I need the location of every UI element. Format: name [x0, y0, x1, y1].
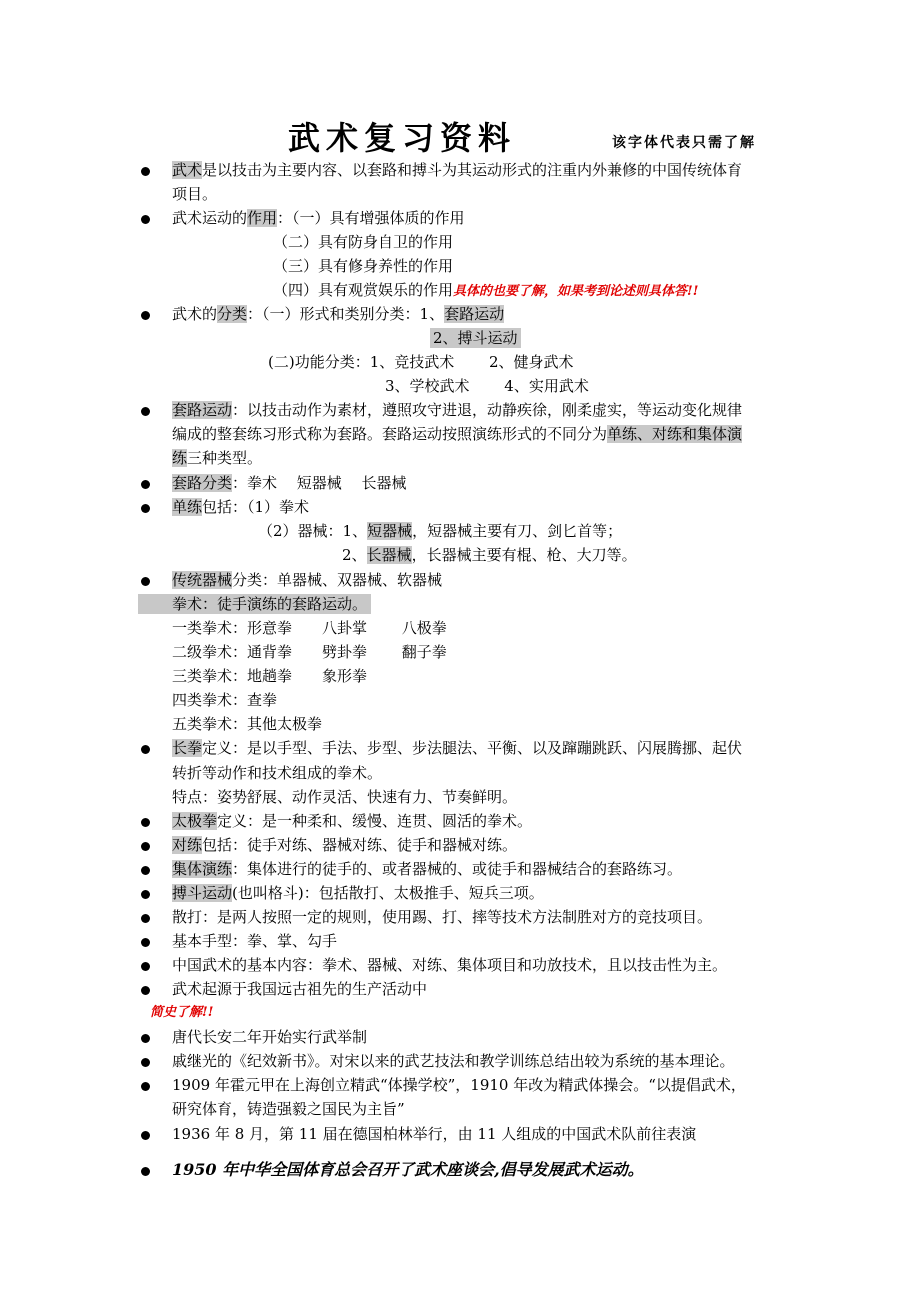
- text-line: 散打：是两人按照一定的规则，使用踢、打、摔等技术方法制胜对方的竞技项目。: [172, 908, 713, 926]
- text-line: 研究体育，铸造强毅之国民为主旨”: [172, 1100, 405, 1118]
- text-line: 编成的整套练习形式称为套路。套路运动按照演练形式的不同分为单练、对练和集体演: [172, 425, 743, 443]
- highlight-term: 长器械: [366, 546, 412, 564]
- text-line: 特点：姿势舒展、动作灵活、快速有力、节奏鲜明。: [172, 788, 518, 806]
- text-line: 拳术：徒手演练的套路运动。: [138, 594, 371, 614]
- text-line: 套路分类：拳术 短器械 长器械: [172, 474, 407, 492]
- red-note: 具体的也要了解，如果考到论述则具体答!!: [453, 284, 699, 299]
- text-line: 项目。: [172, 185, 218, 203]
- text-line: (二)功能分类：1、竞技武术 2、健身武术: [268, 353, 574, 371]
- text-line: 搏斗运动(也叫格斗)：包括散打、太极推手、短兵三项。: [172, 884, 544, 902]
- bullet-icon: [141, 577, 150, 586]
- page-subtitle: 该字体代表只需了解: [612, 135, 756, 151]
- bullet-icon: [141, 890, 150, 899]
- highlight-term: 练: [172, 449, 188, 467]
- text-line: 对练包括：徒手对练、器械对练、徒手和器械对练。: [172, 836, 518, 854]
- text-line: 武术是以技击为主要内容、以套路和搏斗为其运动形式的注重内外兼修的中国传统体育: [172, 161, 743, 179]
- bullet-icon: [141, 407, 150, 416]
- text-line: 2、长器械，长器械主要有棍、枪、大刀等。: [342, 546, 637, 564]
- highlight-term: 分类: [217, 305, 248, 323]
- text-line: 套路运动：以技击动作为素材，遵照攻守进退，动静疾徐，刚柔虚实，等运动变化规律: [172, 401, 743, 419]
- text-line: （三）具有修身养性的作用: [273, 257, 454, 275]
- bullet-icon: [141, 167, 150, 176]
- highlight-term: 短器械: [367, 522, 413, 540]
- bullet-icon: [141, 818, 150, 827]
- bullet-icon: [141, 986, 150, 995]
- bullet-icon: [141, 866, 150, 875]
- bullet-icon: [141, 504, 150, 513]
- text-line: （四）具有观赏娱乐的作用具体的也要了解，如果考到论述则具体答!!: [273, 281, 699, 299]
- bullet-icon: [141, 311, 150, 320]
- text-line: 三类拳术：地趟拳 象形拳: [172, 667, 368, 685]
- text-line: 1936 年 8 月，第 11 届在德国柏林举行，由 11 人组成的中国武术队前往表演: [172, 1125, 697, 1143]
- text-line: （2）器械：1、短器械，短器械主要有刀、剑匕首等；: [258, 522, 623, 540]
- text-line: 集体演练：集体进行的徒手的、或者器械的、或徒手和器械结合的套路练习。: [172, 860, 683, 878]
- text-line: 四类拳术：查拳: [172, 691, 278, 709]
- bullet-icon: [141, 1058, 150, 1067]
- text-line: 太极拳定义：是一种柔和、缓慢、连贯、圆活的拳术。: [172, 812, 533, 830]
- text-line: 武术起源于我国远古祖先的生产活动中: [172, 980, 428, 998]
- text-line: 唐代长安二年开始实行武举制: [172, 1028, 368, 1046]
- text-line: 转折等动作和技术组成的拳术。: [172, 764, 383, 782]
- text-line: 基本手型：拳、掌、勾手: [172, 932, 338, 950]
- highlight-term: 太极拳: [172, 812, 218, 830]
- text-line: 1909 年霍元甲在上海创立精武“体操学校”，1910 年改为精武体操会。“以提倡武术，: [172, 1076, 746, 1094]
- page-title: 武术复习资料: [288, 119, 517, 157]
- bullet-icon: [141, 215, 150, 224]
- text-line: 武术的分类：（一）形式和类别分类：1、套路运动: [172, 305, 505, 323]
- text-line: 长拳定义：是以手型、手法、步型、步法腿法、平衡、以及蹿蹦跳跃、闪展腾挪、起伏: [172, 739, 743, 757]
- highlight-term: 单练、对练和集体演: [607, 425, 743, 443]
- text-line: 3、学校武术 4、实用武术: [385, 377, 589, 395]
- text-line: 五类拳术：其他太极拳: [172, 715, 323, 733]
- text-line: 武术运动的作用：（一）具有增强体质的作用: [172, 209, 465, 227]
- bullet-icon: [141, 938, 150, 947]
- highlight-term: 单练: [172, 498, 203, 516]
- highlight-term: 搏斗运动: [172, 884, 233, 902]
- text-line: 戚继光的《纪效新书》。对宋以来的武艺技法和教学训练总结出较为系统的基本理论。: [172, 1052, 735, 1070]
- text-line: 2、搏斗运动: [430, 328, 521, 348]
- text-line: 传统器械分类：单器械、双器械、软器械: [172, 571, 443, 589]
- bullet-icon: [141, 1034, 150, 1043]
- text-line: 练三种类型。: [172, 449, 263, 467]
- highlight-term: 传统器械: [172, 571, 233, 589]
- bullet-icon: [141, 1167, 150, 1176]
- bullet-icon: [141, 962, 150, 971]
- bullet-icon: [141, 1131, 150, 1140]
- text-line: 中国武术的基本内容：拳术、器械、对练、集体项目和功放技术，且以技击性为主。: [172, 956, 728, 974]
- bullet-icon: [141, 914, 150, 923]
- text-line: 一类拳术：形意拳 八卦掌 八极拳: [172, 619, 447, 637]
- text-line: 1950 年中华全国体育总会召开了武术座谈会,倡导发展武术运动。: [172, 1160, 644, 1179]
- highlight-term: 对练: [172, 836, 203, 854]
- bullet-icon: [141, 1082, 150, 1091]
- bullet-icon: [141, 480, 150, 489]
- highlight-term: 套路分类: [172, 474, 233, 492]
- bullet-icon: [141, 745, 150, 754]
- highlight-term: 套路运动: [172, 401, 233, 419]
- highlight-term: 武术: [172, 161, 203, 179]
- text-line: 单练包括：（1）拳术: [172, 498, 310, 516]
- highlight-term: 作用: [247, 209, 278, 227]
- highlight-term: 套路运动: [444, 305, 505, 323]
- highlight-term: 集体演练: [172, 860, 233, 878]
- text-line: 二级拳术：通背拳 劈卦拳 翻子拳: [172, 643, 447, 661]
- highlight-term: 长拳: [172, 739, 203, 757]
- bullet-icon: [141, 842, 150, 851]
- text-line: （二）具有防身自卫的作用: [273, 233, 454, 251]
- red-note: 简史了解!!: [150, 1005, 214, 1020]
